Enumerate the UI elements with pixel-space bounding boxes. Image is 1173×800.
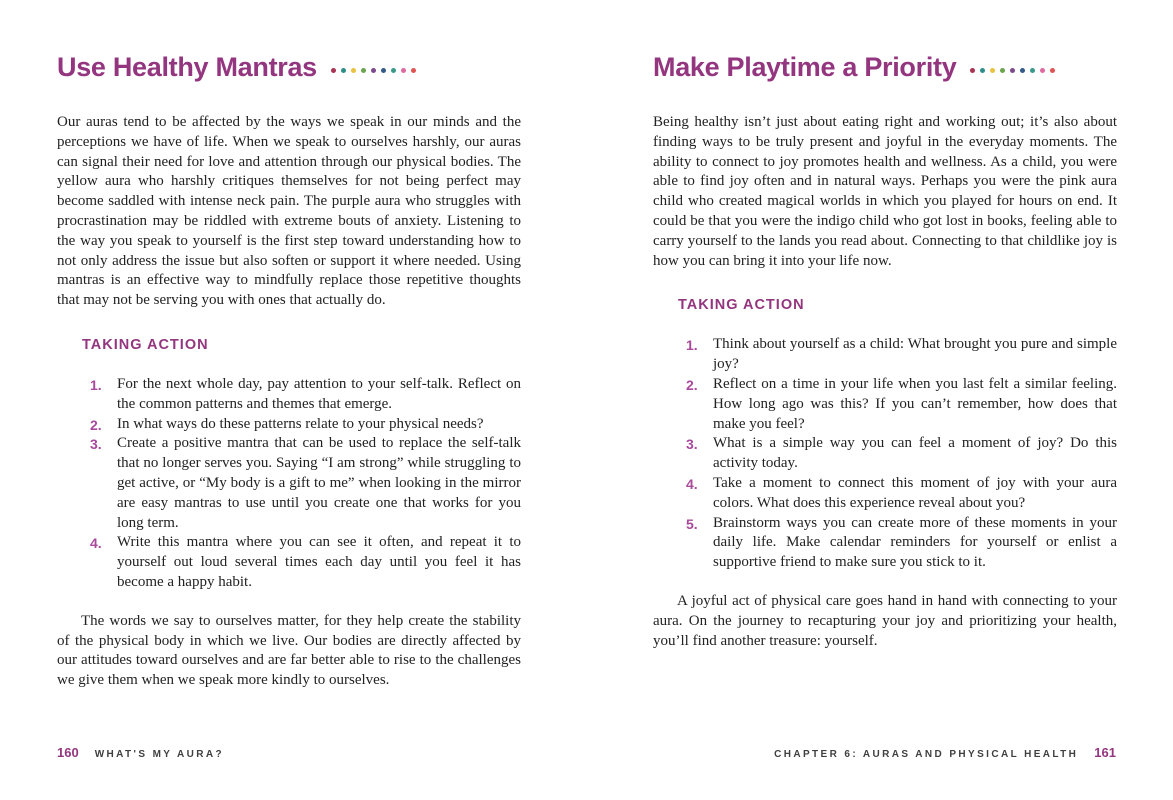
left-title-row [57, 52, 521, 83]
ornament-dot [1040, 68, 1045, 73]
outro-paragraph: A joyful act of physical care goes hand in hand with connecting to your aura. On the journey to recapturing your joy and prioritizing your health, you’ll find another treasure: yourself. [653, 592, 1117, 649]
list-item [653, 375, 1117, 434]
intro-paragraph: Being healthy isn’t just about eating right and working out; it’s also about finding ways to be truly present and joyful in the everyday moments. The ability to connect to joy promotes health and wellness. As a child, you were able to find joy often and in natural ways. Perhaps you were the pink aura child who created magical worlds in which you played for hours on end. It could be that you were the indigo child who got lost in books, feeling able to carry yourself to the lands you read about. Connecting to that childlike joy is how you can bring it into your life now. [653, 114, 1117, 269]
ornament-dot [970, 68, 975, 73]
page-number: 160 [57, 745, 79, 760]
page-title: Use Healthy Mantras [57, 52, 317, 82]
ornament-dot [1010, 68, 1015, 73]
ornament-dot [1020, 68, 1025, 73]
running-head-chapter-title: CHAPTER 6: AURAS AND PHYSICAL HEALTH [774, 749, 1079, 760]
list-number: 3. [686, 436, 698, 453]
list-item-text: Reflect on a time in your life when you last felt a similar feeling. How long ago was this? If you can’t remember, how does that make you feel? [713, 375, 1117, 432]
left-page [57, 52, 521, 691]
list-number: 5. [686, 515, 698, 532]
section-heading: TAKING ACTION [82, 336, 209, 353]
ornament-dot [990, 68, 995, 73]
list-number: 1. [90, 376, 102, 393]
ornament-dot [1050, 68, 1055, 73]
list-item [653, 434, 1117, 474]
ornament-dot [980, 68, 985, 73]
list-number: 2. [686, 376, 698, 393]
outro-paragraph: The words we say to ourselves matter, for they help create the stability of the physical body in which we live. Our bodies are directly affected by our attitudes toward ourselves and are far better able to rise to the challenges we give them when we speak more kindly to ourselves. [57, 612, 521, 689]
ornament-dot [341, 68, 346, 73]
list-item [653, 335, 1117, 375]
list-item [57, 375, 521, 415]
list-item [57, 434, 521, 533]
left-page-footer [57, 745, 224, 760]
right-page [653, 52, 1117, 651]
page-number: 161 [1094, 745, 1116, 760]
ornament-dot [391, 68, 396, 73]
title-dots-ornament [331, 63, 416, 73]
list-item [57, 415, 521, 435]
list-item [653, 474, 1117, 514]
ornament-dot [401, 68, 406, 73]
list-item [57, 533, 521, 592]
running-head-book-title: WHAT'S MY AURA? [94, 749, 224, 760]
list-item [653, 514, 1117, 573]
list-number: 1. [686, 337, 698, 354]
ornament-dot [411, 68, 416, 73]
list-item-text: What is a simple way you can feel a moment of joy? Do this activity today. [713, 435, 1117, 472]
list-number: 4. [686, 475, 698, 492]
list-item-text: For the next whole day, pay attention to your self-talk. Reflect on the common patterns and themes that emerge. [117, 375, 521, 412]
title-dots-ornament [970, 63, 1055, 73]
list-item-text: In what ways do these patterns relate to your physical needs? [117, 415, 484, 432]
list-item-text: Think about yourself as a child: What brought you pure and simple joy? [713, 336, 1117, 373]
list-item-text: Write this mantra where you can see it often, and repeat it to yourself out loud several times each day until you feel it has become a happy habit. [117, 534, 521, 590]
section-heading: TAKING ACTION [678, 297, 805, 314]
ornament-dot [351, 68, 356, 73]
ornament-dot [361, 68, 366, 73]
ornament-dot [1030, 68, 1035, 73]
list-item-text: Take a moment to connect this moment of joy with your aura colors. What does this experience reveal about you? [713, 474, 1117, 511]
action-list [57, 375, 521, 593]
right-page-footer [774, 745, 1116, 760]
list-item-text: Brainstorm ways you can create more of these moments in your daily life. Make calendar reminders for yourself or enlist a supportive friend to make sure you stick to it. [713, 514, 1117, 571]
action-list [653, 335, 1117, 573]
ornament-dot [371, 68, 376, 73]
ornament-dot [1000, 68, 1005, 73]
list-number: 3. [90, 436, 102, 453]
ornament-dot [331, 68, 336, 73]
ornament-dot [381, 68, 386, 73]
right-title-row [653, 52, 1117, 83]
page-title: Make Playtime a Priority [653, 52, 957, 82]
list-item-text: Create a positive mantra that can be used to replace the self-talk that no longer serves you. Saying “I am strong” while struggling to get active, or “My body is a gift to me” when looking in the mirror are easy mantras to use until you create one that works for you long term. [117, 435, 521, 531]
list-number: 2. [90, 416, 102, 433]
list-number: 4. [90, 535, 102, 552]
intro-paragraph: Our auras tend to be affected by the ways we speak in our minds and the perceptions we have of life. When we speak to ourselves harshly, our auras can signal their need for love and attention through our physical bodies. The yellow aura who harshly critiques themselves for not being perfect may become saddled with intense neck pain. The purple aura who struggles with procrastination may be riddled with extreme bouts of anxiety. Listening to the way you speak to yourself is the first step toward understanding how to not only address the issue but also soften or support it where needed. Using mantras is an effective way to mindfully replace those repetitive thoughts that may not be serving you with ones that actually do. [57, 114, 521, 309]
